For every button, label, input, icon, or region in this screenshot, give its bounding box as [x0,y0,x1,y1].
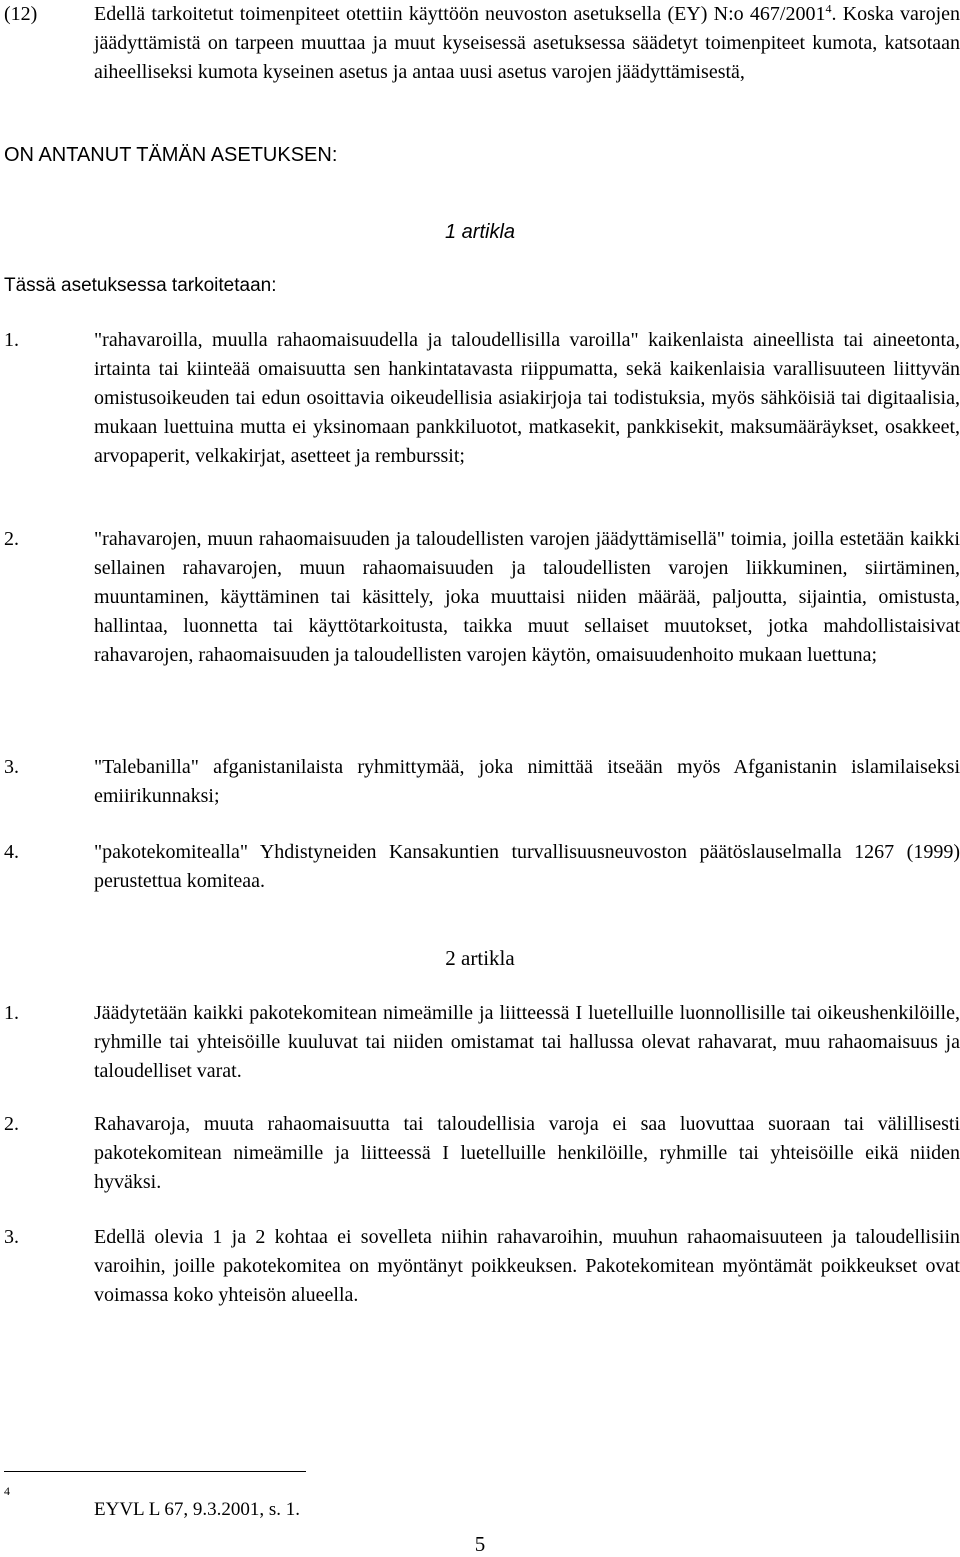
footnote-separator [4,1471,306,1472]
item-text: Edellä olevia 1 ja 2 kohtaa ei sovelleta niihin rahavaroihin, muuhun rahaomaisuuteen ja taloudellisiin varoihin, joille pakotekomitea on myöntänyt poikkeuksen. Pakotekomitean myöntämät poikkeukset ovat voimassa koko yhteisön alueella. [94,1226,960,1306]
page-number: 5 [474,1532,486,1556]
item-number: 1. [4,1002,19,1024]
article-1-heading: 1 artikla [444,221,516,243]
item-text: "Talebanilla" afganistanilaista ryhmittymää, joka nimittää itseään myös Afganistanin islamilaiseksi emiirikunnaksi; [94,756,960,807]
item-number: 1. [4,329,19,351]
enacting-formula: ON ANTANUT TÄMÄN ASETUKSEN: [4,144,338,166]
footnote-reference: 4 [825,1,832,16]
recital-text-part2: . Koska varojen jäädyttämistä on tarpeen muuttaa ja muut kyseisessä asetuksessa säädetyt toimenpiteet kumota, katsotaan aiheelliseksi kumota kyseinen asetus ja antaa uusi asetus varojen jäädyttämisestä, [94,3,960,83]
item-number: 2. [4,528,19,550]
item-number: 3. [4,1226,19,1248]
item-text: Jäädytetään kaikki pakotekomitean nimeämille ja liitteessä I luetelluille luonnollisille tai oikeushenkilöille, ryhmille tai yhteisöille kuuluvat tai niiden omistamat tai hallussa olevat rahavarat, muu rahaomaisuus ja taloudelliset varat. [94,1002,960,1082]
recital-text-part1: Edellä tarkoitetut toimenpiteet otettiin käyttöön neuvoston asetuksella (EY) N:o 467/2001 [94,3,826,25]
item-text: Rahavaroja, muuta rahaomaisuutta tai taloudellisia varoja ei saa luovuttaa suoraan tai välillisesti pakotekomitean nimeämille ja liitteessä I luetelluille henkilöille, ryhmille tai yhteisöille eikä niiden hyväksi. [94,1113,960,1193]
article-2-heading: 2 artikla [445,946,515,970]
item-text: "pakotekomitealla" Yhdistyneiden Kansakuntien turvallisuusneuvoston päätöslauselmalla 1267 (1999) perustettua komiteaa. [94,841,960,892]
recital-text [94,0,960,87]
recital-number: (12) [4,3,38,25]
item-number: 4. [4,841,19,863]
item-text: "rahavaroilla, muulla rahaomaisuudella ja taloudellisilla varoilla" kaikenlaista aineellista tai aineetonta, irtainta tai kiinteää omaisuutta sen hankintatavasta riippumatta, sekä kaikenlaisia varallisuuteen liittyvän omistusoikeuden tai edun osoittavia oikeudellisia asiakirjoja tai todistuksia, myös sähköisiä tai digitaalisia, mukaan luettuina mutta ei yksinomaan pankkiluotot, matkasekit, pankkisekit, maksumääräykset, osakkeet, arvopaperit, velkakirjat, asetteet ja remburssit; [94,329,960,467]
footnote-mark: 4 [4,1484,10,1498]
item-number: 2. [4,1113,19,1135]
item-text: "rahavarojen, muun rahaomaisuuden ja taloudellisten varojen jäädyttämisellä" toimia, joilla estetään kaikki sellainen rahavarojen, muun rahaomaisuuden ja taloudellisten varojen liikkuminen, siirtäminen, muuntaminen, käyttäminen tai käsittely, joka muuttaisi niiden määrää, paljoutta, sijaintia, omistusta, hallintaa, luonnetta tai käyttötarkoitusta, taikka muut sellaiset muutokset, jotka mahdollistaisivat rahavarojen, rahaomaisuuden ja taloudellisten varojen käytön, omaisuudenhoito mukaan luettuna; [94,528,960,666]
item-number: 3. [4,756,19,778]
article-1-intro: Tässä asetuksessa tarkoitetaan: [4,275,277,296]
footnote-text: EYVL L 67, 9.3.2001, s. 1. [94,1499,300,1520]
